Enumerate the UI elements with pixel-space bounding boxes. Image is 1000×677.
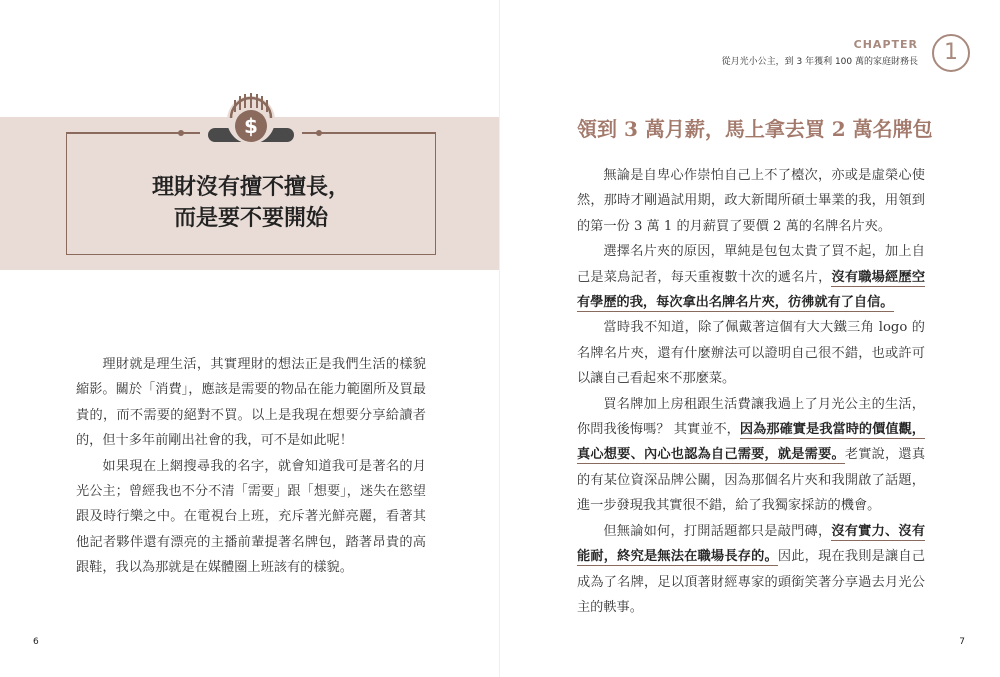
right-page bbox=[500, 0, 1000, 677]
chapter-header bbox=[530, 34, 970, 74]
right-paragraph-1: 無論是自卑心作崇怕自己上不了檯次，亦或是虛榮心使然，那時才剛過試用期，政大新聞所碩士畢業的我，用領到的第一份 3 萬 1 的月薪買了要價 2 萬的名牌名片夾。 bbox=[577, 168, 925, 234]
highlight-2: 沒有職場經歷空有學歷的我，每次拿出名牌名片夾，彷彿就有了自信。 bbox=[577, 269, 926, 311]
chapter-number-badge: 1 bbox=[932, 34, 970, 72]
left-paragraph-1: 理財就是理生活，其實理財的想法正是我們生活的樣貌縮影。關於「消費」，應該是需要的物品在能力範圍所及買最貴的，而不需要的絕對不買。以上是我現在想要分享給讀者的，但十多年前剛出社會的我，可不是如此呢！ bbox=[76, 357, 426, 449]
page-number-left: 6 bbox=[33, 637, 39, 647]
frame-top-right bbox=[302, 132, 436, 134]
chapter-label: CHAPTER bbox=[853, 38, 918, 51]
right-paragraph-5-text-a: 但無論如何，打開話題都只是敲門磚， bbox=[603, 523, 832, 539]
right-paragraph-5-text-b: 因此，現在我則是讓自己成為了名牌，足以頂著財經專家的頭銜笑著分享過去月光公主的軼事。 bbox=[577, 549, 926, 615]
svg-text:$: $ bbox=[244, 114, 258, 138]
section-title: 領到 3 萬月薪，馬上拿去買 2 萬名牌包 bbox=[577, 117, 933, 141]
chapter-title-line2: 而是要不要開始 bbox=[173, 205, 328, 231]
highlight-5: 沒有實力、沒有能耐，終究是無法在職場長存的。 bbox=[577, 523, 926, 565]
chapter-title-line1: 理財沒有擅不擅長， bbox=[151, 174, 350, 200]
frame-dot-left bbox=[178, 130, 184, 136]
right-body-text bbox=[577, 163, 925, 620]
dollar-coin-icon bbox=[206, 90, 296, 146]
right-paragraph-4-text-a: 買名牌加上房租跟生活費讓我過上了月光公主的生活，你問我後悔嗎？ 其實並不， bbox=[577, 396, 925, 438]
right-paragraph-2-text: 選擇名片夾的原因，單純是包包太貴了買不起，加上自己是菜鳥記者，每天重複數十次的遞名片， bbox=[577, 244, 925, 285]
chapter-subtitle: 從月光小公主，到 3 年獲利 100 萬的家庭財務長 bbox=[721, 57, 918, 67]
highlight-4: 因為那確實是我當時的價值觀，真心想要、內心也認為自己需要，就是需要。 bbox=[577, 422, 925, 463]
right-paragraph-5 bbox=[577, 519, 925, 621]
right-paragraph-3: 當時我不知道，除了佩戴著這個有大大鐵三角 logo 的名牌名片夾，還有什麼辦法可以證明自己很不錯，也或許可以讓自己看起來不那麼菜。 bbox=[577, 320, 925, 387]
right-paragraph-4-text-b: 老實說，還真的有某位資深品牌公關，因為那個名片夾和我開啟了話題，進一步發現我其實很不錯，給了我獨家採訪的機會。 bbox=[577, 447, 926, 514]
right-paragraph-4 bbox=[577, 392, 925, 519]
right-paragraph-2 bbox=[577, 239, 925, 315]
left-paragraph-2: 如果現在上網搜尋我的名字，就會知道我可是著名的月光公主；曾經我也不分不清「需要」跟「想要」，迷失在慾望跟及時行樂之中。在電視台上班，充斥著光鮮亮麗，看著其他記者夥伴還有漂亮的主播前輩提著名牌包，踏著昂貴的高跟鞋，我以為那就是在媒體圈上班該有的樣貌。 bbox=[76, 458, 426, 576]
page-number-right: 7 bbox=[959, 637, 965, 647]
left-body-text bbox=[76, 352, 426, 581]
frame-dot-right bbox=[316, 130, 322, 136]
